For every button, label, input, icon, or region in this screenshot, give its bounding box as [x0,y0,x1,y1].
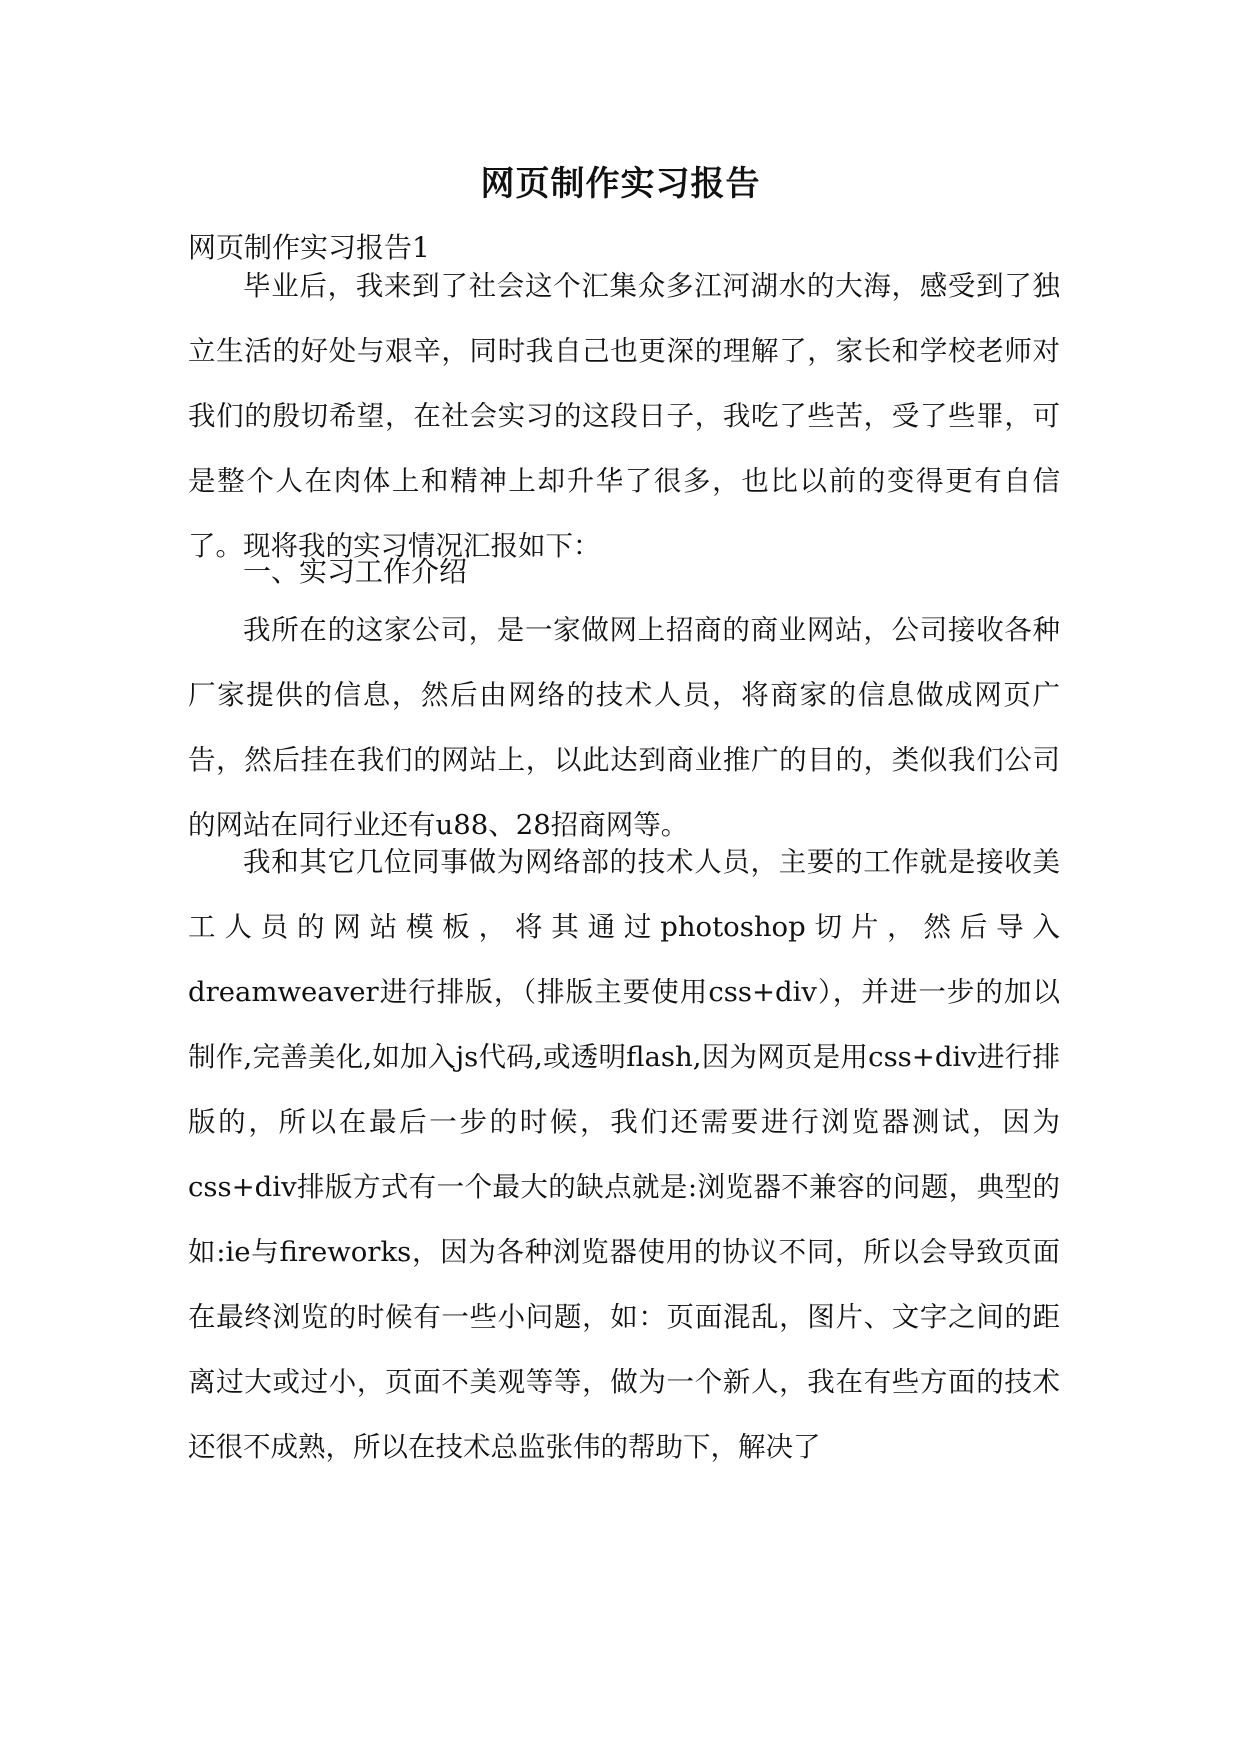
intro-paragraph: 毕业后，我来到了社会这个汇集众多江河湖水的大海，感受到了独立生活的好处与艰辛，同时我自己也更深的理解了，家长和学校老师对我们的殷切希望，在社会实习的这段日子，我吃了些苦，受了些罪，可是整个人在肉体上和精神上却升华了很多，也比以前的变得更有自信了。现将我的实习情况汇报如下： [188,270,1060,562]
section-heading-internship-intro: 一、实习工作介绍 [243,555,468,588]
document-title: 网页制作实习报告 [480,164,761,204]
body-paragraph-work-duties: 我和其它几位同事做为网络部的技术人员，主要的工作就是接收美工人员的网站模板，将其通过photoshop切片，然后导入dreamweaver进行排版，（排版主要使用css+div），并进一步的加以制作,完善美化,如加入js代码,或透明flash,因为网页是用css+div进行排版的，所以在最后一步的时候，我们还需要进行浏览器测试，因为css+div排版方式有一个最大的缺点就是:浏览器不兼容的问题，典型的如:ie与fireworks，因为各种浏览器使用的协议不同，所以会导致页面在最终浏览的时候有一些小问题，如：页面混乱，图片、文字之间的距离过大或过小，页面不美观等等，做为一个新人，我在有些方面的技术还很不成熟，所以在技术总监张伟的帮助下，解决了 [188,846,1060,1463]
report-subtitle: 网页制作实习报告1 [188,231,430,264]
body-paragraph-company: 我所在的这家公司，是一家做网上招商的商业网站，公司接收各种厂家提供的信息，然后由网络的技术人员，将商家的信息做成网页广告，然后挂在我们的网站上，以此达到商业推广的目的，类似我们公司的网站在同行业还有u88、28招商网等。 [188,614,1060,841]
